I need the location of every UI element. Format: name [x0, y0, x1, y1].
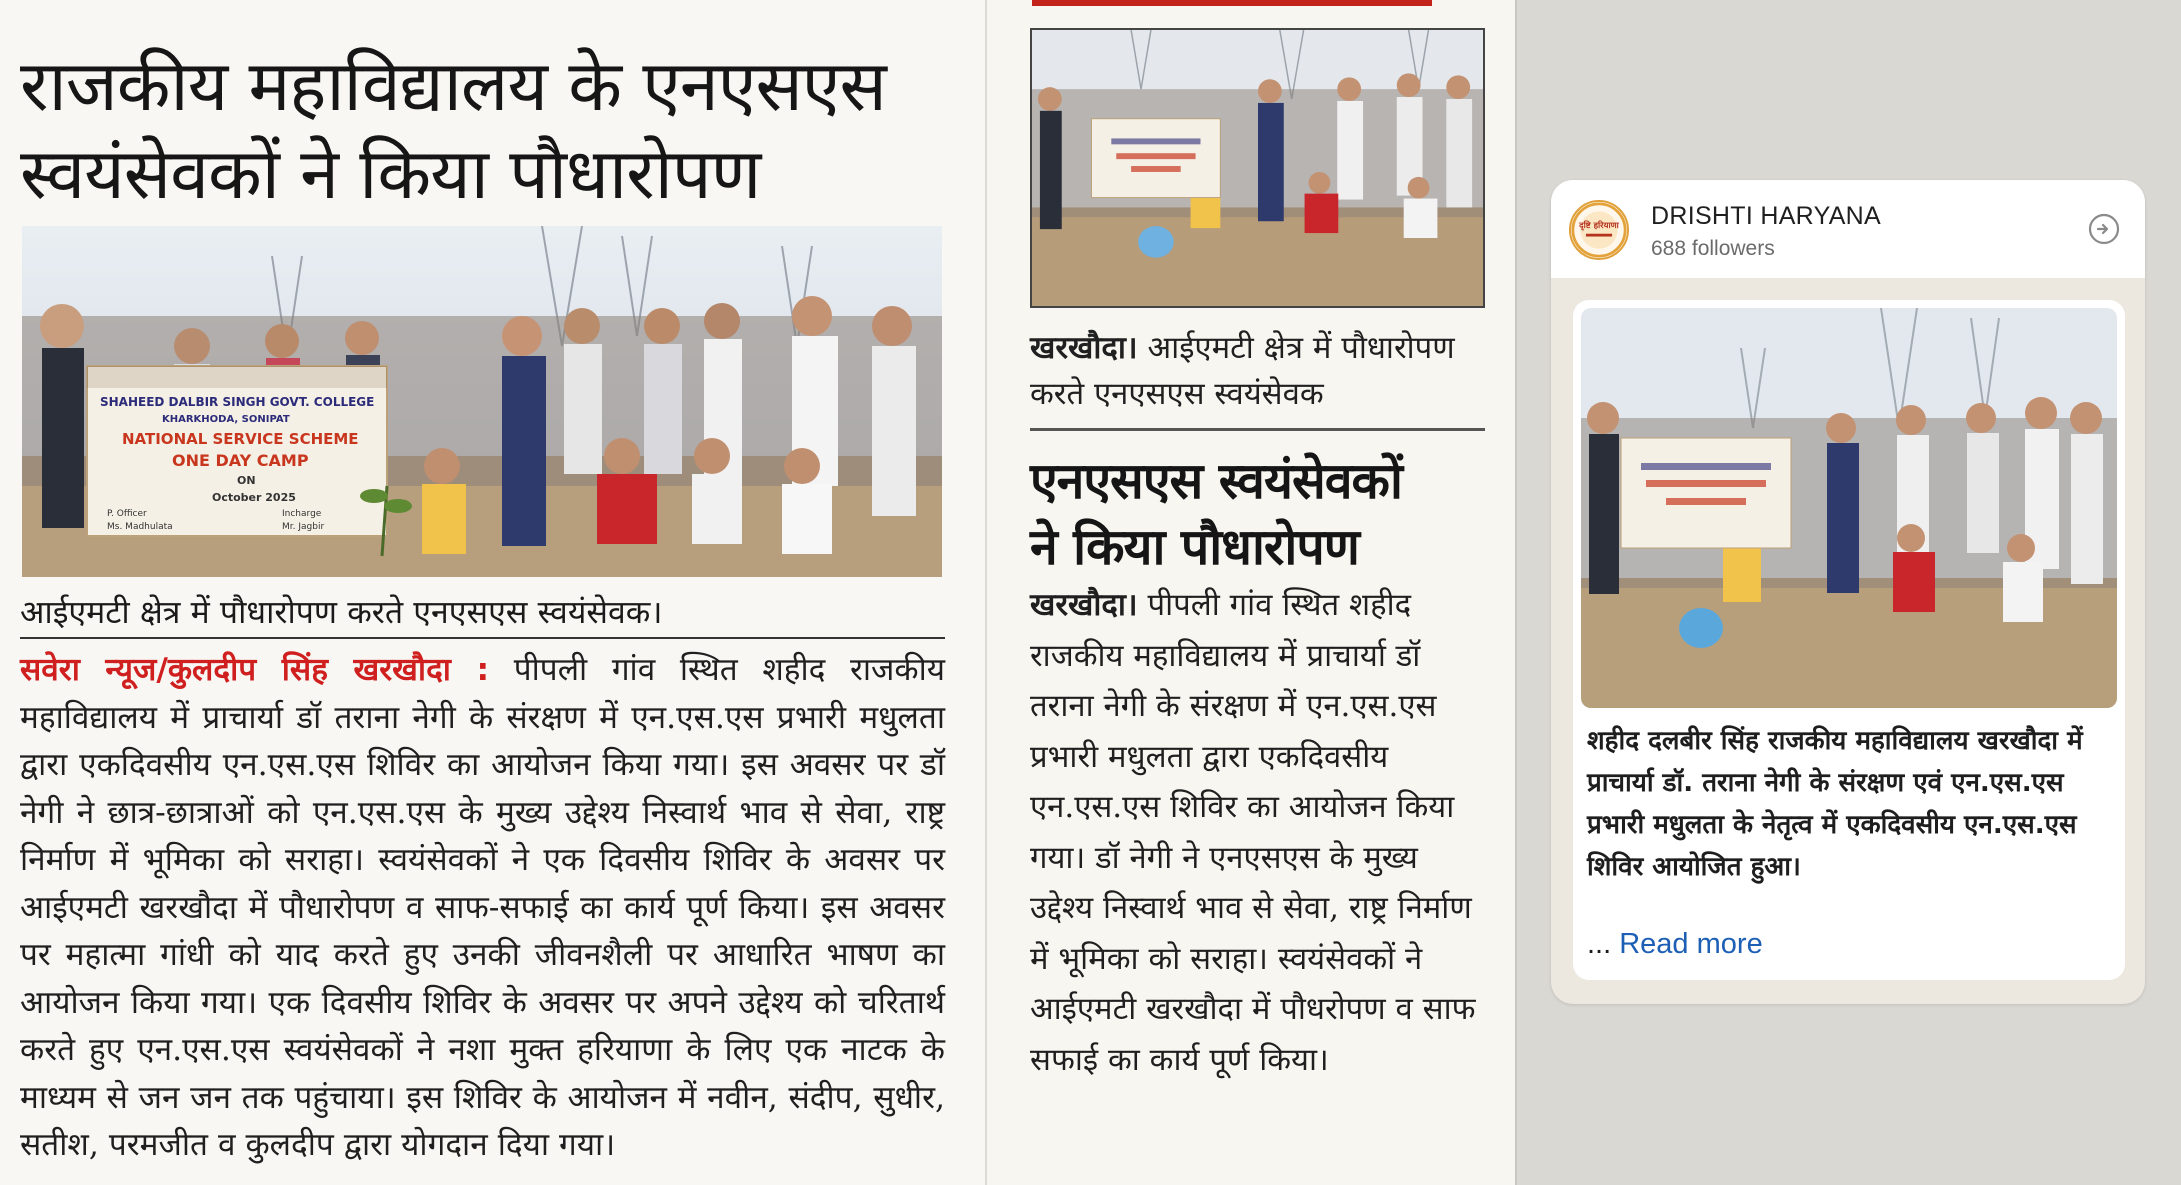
middle-top-rule [1032, 0, 1432, 6]
banner-line9: Ms. Madhulata [107, 522, 173, 532]
message-text: शहीद दलबीर सिंह राजकीय महाविद्यालय खरखौदा में प्राचार्या डॉ. तराना नेगी के संरक्षण एवं एन.एस.एस प्रभारी मधुलता के नेतृत्व में एकदिवसीय एन.एस.एस शिविर आयोजित हुआ। [1587, 726, 2083, 882]
middle-headline-line1: एनएसएस स्वयंसेवकों [1030, 452, 1402, 510]
middle-caption-text: आईएमटी क्षेत्र में पौधारोपण करते एनएसएस स्वयंसेवक [1030, 330, 1455, 412]
channel-header[interactable] [1551, 180, 2145, 278]
banner-line7: P. Officer [107, 509, 147, 519]
middle-body-text: पीपली गांव स्थित शहीद राजकीय महाविद्यालय में प्राचार्या डॉ तराना नेगी के संरक्षण में एन.एस.एस प्रभारी मधुलता द्वारा एकदिवसीय एन.एस.एस शिविर का आयोजन किया गया। डॉ नेगी ने एनएसएस के मुख्य उद्देश्य निस्वार्थ भाव से सेवा, राष्ट्र निर्माण में भूमिका को सराहा। स्वयंसेवकों ने आईएमटी खरखौदा में पौधरोपण व साफ सफाई का कार्य पूर्ण किया। [1030, 587, 1476, 1078]
caption-rule [20, 637, 945, 639]
banner-line6: October 2025 [212, 491, 296, 504]
left-headline-line1: राजकीय महाविद्यालय के एनएसएस [20, 45, 886, 127]
left-article-body [20, 647, 945, 1170]
ellipsis: ... [1587, 928, 1612, 960]
left-article-photo [22, 226, 942, 577]
message-photo[interactable] [1581, 308, 2117, 708]
logo-text: दृष्टि हरियाणा [1579, 220, 1619, 231]
middle-headline [1030, 448, 1500, 580]
banner-line10: Mr. Jagbir [282, 522, 325, 532]
channel-post-card [1551, 180, 2145, 1004]
channel-name[interactable]: DRISHTI HARYANA [1651, 202, 1882, 230]
middle-caption-place: खरखौदा। [1030, 330, 1138, 366]
channel-followers: 688 followers [1651, 237, 1775, 260]
banner-line3: NATIONAL SERVICE SCHEME [122, 430, 359, 448]
left-body-text: पीपली गांव स्थित शहीद राजकीय महाविद्यालय में प्राचार्या डॉ तराना नेगी के संरक्षण में एन.एस.एस प्रभारी मधुलता द्वारा एकदिवसीय एन.एस.एस शिविर का आयोजन किया गया। इस अवसर पर डॉ नेगी ने छात्र-छात्राओं को एन.एस.एस के मुख्य उद्देश्य निस्वार्थ भाव से सेवा, राष्ट्र निर्माण में भूमिका को सराहा। स्वयंसेवकों ने एक दिवसीय शिविर के अवसर पर आईएमटी खरखौदा में पौधारोपण व साफ-सफाई का कार्य पूर्ण किया। इस अवसर पर महात्मा गांधी को याद करते हुए उनकी जीवनशैली पर आधारित भाषण का आयोजन किया गया। एक दिवसीय शिविर के अवसर पर अपने उद्देश्य को चरितार्थ करते हुए एन.एस.एस स्वयंसेवकों ने नशा मुक्त हरियाणा के लिए एक नाटक के माध्यम से जन जन तक पहुंचाया। इस शिविर के आयोजन में नवीन, संदीप, सुधीर, सतीश, परमजीत व कुलदीप द्वारा योगदान दिया गया। [20, 652, 945, 1163]
channel-logo[interactable] [1569, 200, 1629, 260]
left-dateline: सवेरा न्यूज/कुलदीप सिंह खरखौदा : [20, 652, 490, 688]
middle-article-photo [1030, 28, 1485, 308]
read-more-row [1587, 928, 1763, 961]
banner-line1: SHAHEED DALBIR SINGH GOVT. COLLEGE [100, 395, 375, 409]
middle-caption-rule [1030, 428, 1485, 431]
middle-body-place: खरखौदा। [1030, 587, 1138, 623]
left-newspaper-clipping [0, 0, 985, 1185]
left-photo-caption: आईएमटी क्षेत्र में पौधारोपण करते एनएसएस स्वयंसेवक। [20, 593, 663, 631]
read-more-link[interactable]: Read more [1619, 928, 1763, 960]
banner-line4: ONE DAY CAMP [172, 451, 309, 470]
left-headline [20, 42, 970, 218]
message-bubble [1573, 300, 2125, 980]
left-headline-line2: स्वयंसेवकों ने किया पौधारोपण [20, 133, 761, 215]
forward-icon[interactable] [2087, 212, 2121, 246]
banner-line8: Incharge [282, 509, 322, 519]
middle-article-body [1030, 580, 1490, 1085]
middle-photo-caption [1030, 325, 1490, 417]
banner-line2: KHARKHODA, SONIPAT [162, 414, 290, 425]
middle-headline-line2: ने किया पौधारोपण [1030, 518, 1359, 576]
banner-line5: ON [237, 474, 256, 487]
